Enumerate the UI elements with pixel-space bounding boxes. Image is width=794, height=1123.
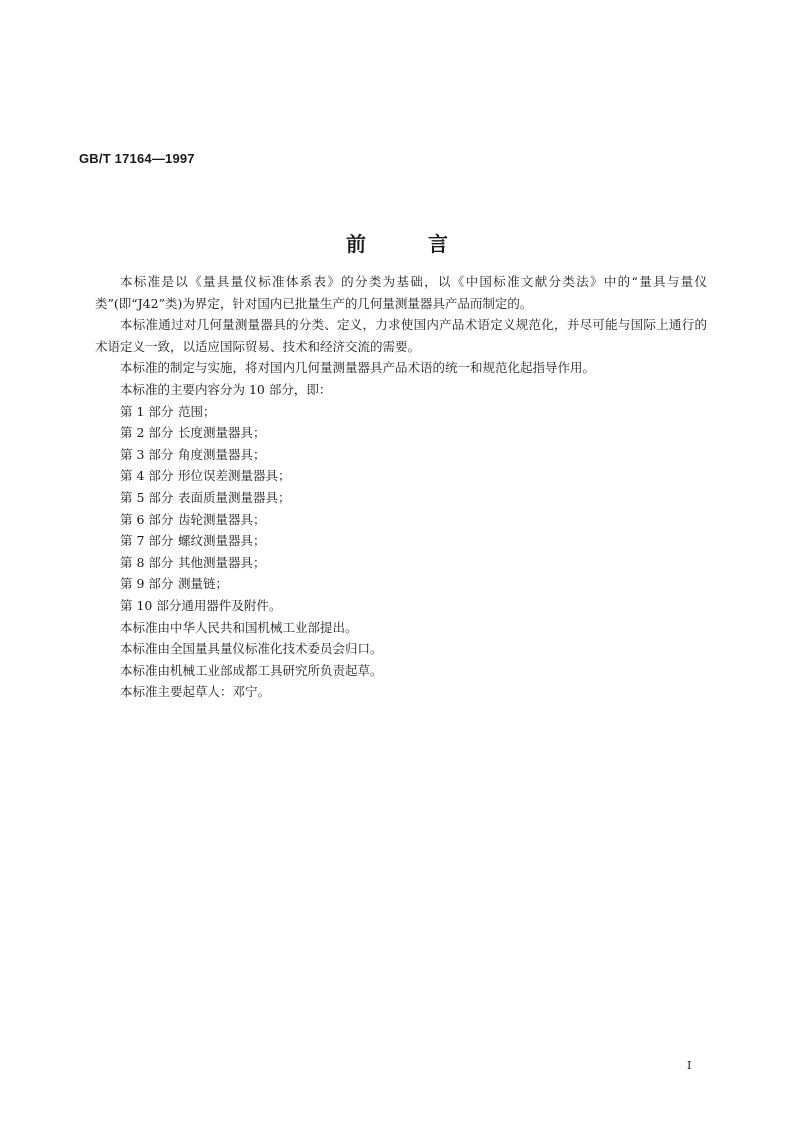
part-name: 齿轮测量器具； (178, 511, 266, 527)
list-item (95, 422, 707, 444)
part-number: 第 5 部分 (120, 489, 174, 505)
document-body (95, 271, 707, 703)
part-number: 第 7 部分 (120, 533, 174, 549)
part-number: 第 4 部分 (120, 468, 174, 484)
list-item (95, 573, 707, 595)
paragraph-purpose: 本标准通过对几何量测量器具的分类、定义，力求使国内产品术语定义规范化，并尽可能与国际上通行的术语定义一致，以适应国际贸易、技术和经济交流的需要。 (95, 317, 707, 354)
paragraph-administrator: 本标准由全国量具量仪标准化技术委员会归口。 (120, 641, 383, 657)
standard-code: GB/T 17164—1997 (79, 151, 195, 166)
paragraph-intro: 本标准是以《量具量仪标准体系表》的分类为基础，以《中国标准文献分类法》中的“量具与量仪类”(即“J42”类)为界定，针对国内已批量生产的几何量测量器具产品而制定的。 (95, 274, 707, 311)
part-name: 范围； (178, 403, 216, 419)
part-number: 第 3 部分 (120, 446, 174, 462)
paragraph-drafter-org: 本标准由机械工业部成都工具研究所负责起草。 (120, 662, 383, 678)
part-number: 第 9 部分 (120, 576, 174, 592)
paragraph-contents: 本标准的主要内容分为 10 部分，即： (120, 381, 332, 397)
paragraph-proposer: 本标准由中华人民共和国机械工业部提出。 (120, 619, 358, 635)
list-item (95, 444, 707, 466)
part-number: 第 1 部分 (120, 403, 174, 419)
part-name: 角度测量器具； (178, 446, 266, 462)
list-item (95, 401, 707, 423)
list-item (95, 509, 707, 531)
page-title: 前言 (346, 232, 510, 256)
part-name: 通用器件及附件。 (181, 597, 282, 613)
list-item (95, 487, 707, 509)
part-name: 形位误差测量器具； (178, 468, 291, 484)
list-item (95, 465, 707, 487)
part-number: 第 2 部分 (120, 425, 174, 441)
paragraph-guidance: 本标准的制定与实施，将对国内几何量测量器具产品术语的统一和规范化起指导作用。 (120, 360, 596, 376)
page-number: I (687, 1059, 692, 1072)
part-name: 其他测量器具； (178, 554, 266, 570)
paragraph-drafter: 本标准主要起草人：邓宁。 (120, 684, 271, 700)
part-name: 测量链； (178, 576, 229, 592)
list-item (95, 530, 707, 552)
parts-list (95, 401, 707, 617)
part-name: 长度测量器具； (178, 425, 266, 441)
list-item (95, 552, 707, 574)
list-item (95, 595, 707, 617)
part-name: 螺纹测量器具； (178, 533, 266, 549)
part-number: 第 8 部分 (120, 554, 174, 570)
part-number: 第 10 部分 (120, 597, 182, 613)
part-number: 第 6 部分 (120, 511, 174, 527)
part-name: 表面质量测量器具； (178, 489, 291, 505)
